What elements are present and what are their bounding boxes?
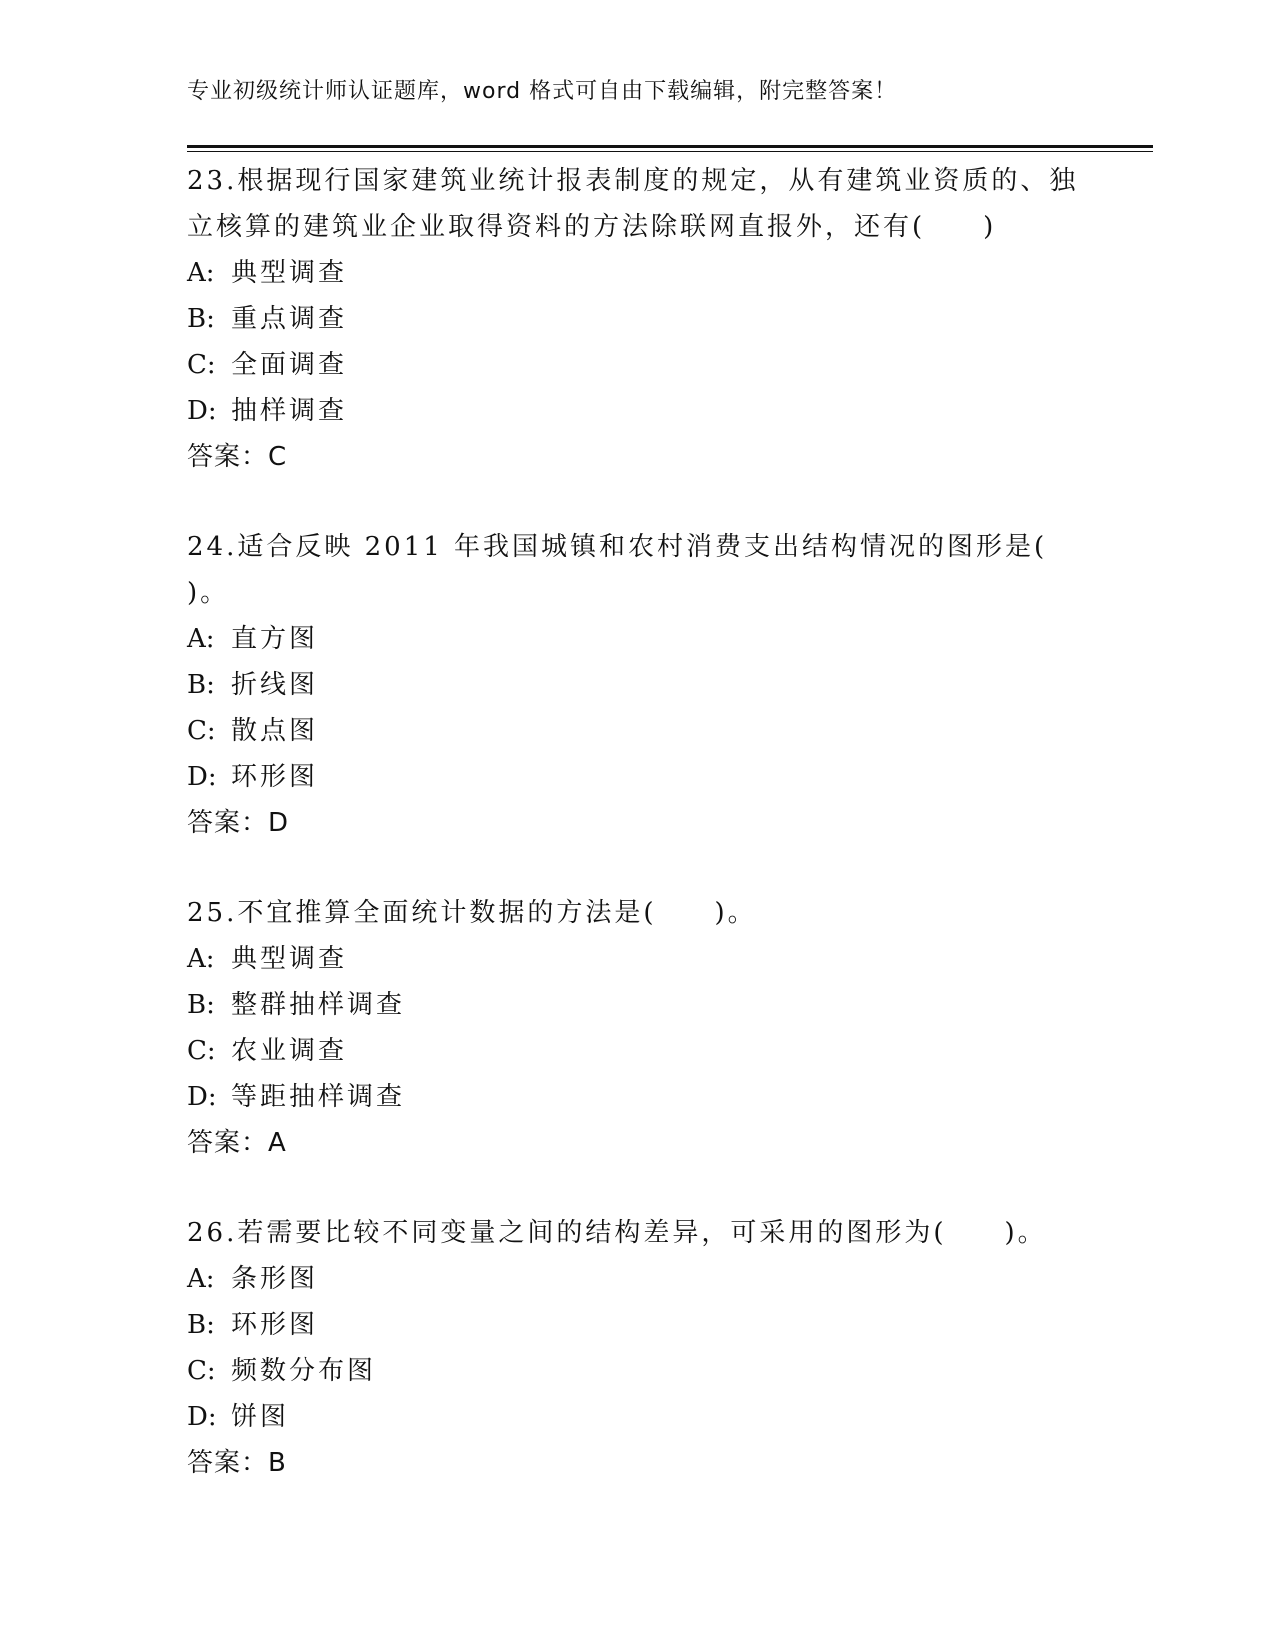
option-letter: D: [187,396,217,426]
option-letter: C: [187,350,216,380]
option-letter: B: [187,990,215,1020]
option-c [187,342,1087,388]
option-b [187,296,1087,342]
header-rule-thick [187,145,1153,148]
option-letter: A: [187,944,215,974]
option-a [187,1256,1087,1302]
option-letter: B: [187,304,215,334]
header-rule-thin [187,151,1153,152]
option-d [187,1394,1087,1440]
option-a [187,250,1087,296]
question-text-line: 立核算的建筑业企业取得资料的方法除联网直报外，还有( ) [187,212,997,242]
option-text: 典型调查 [231,258,348,288]
option-letter: D: [187,1402,217,1432]
option-text: 重点调查 [231,304,348,334]
question-item [187,890,1087,1166]
option-b [187,1302,1087,1348]
answer-line: 答案：C [187,442,288,472]
question-text-line: )。 [187,578,230,608]
option-d [187,754,1087,800]
option-d [187,1074,1087,1120]
question-item [187,1210,1087,1486]
answer-line: 答案：D [187,808,290,838]
question-list [187,158,1087,1530]
option-c [187,708,1087,754]
option-text: 农业调查 [231,1036,348,1066]
question-text-line: 24.适合反映 2011 年我国城镇和农村消费支出结构情况的图形是( [187,532,1048,562]
option-b [187,982,1087,1028]
option-text: 直方图 [231,624,319,654]
answer-line: 答案：A [187,1128,287,1158]
option-text: 整群抽样调查 [231,990,406,1020]
option-letter: C: [187,1356,216,1386]
option-text: 散点图 [231,716,319,746]
option-letter: C: [187,1036,216,1066]
option-text: 等距抽样调查 [231,1082,406,1112]
question-item [187,524,1087,846]
option-letter: B: [187,1310,215,1340]
option-letter: A: [187,258,215,288]
question-item [187,158,1087,480]
question-text-line: 26.若需要比较不同变量之间的结构差异，可采用的图形为( )。 [187,1218,1047,1248]
question-text-line: 25.不宜推算全面统计数据的方法是( )。 [187,898,757,928]
option-text: 折线图 [231,670,319,700]
option-text: 环形图 [231,762,319,792]
option-c [187,1028,1087,1074]
option-letter: A: [187,1264,215,1294]
question-text-line: 23.根据现行国家建筑业统计报表制度的规定，从有建筑业资质的、独 [187,166,1079,196]
option-text: 环形图 [231,1310,319,1340]
document-header: 专业初级统计师认证题库，word 格式可自由下载编辑，附完整答案！ [187,79,898,104]
option-b [187,662,1087,708]
option-letter: C: [187,716,216,746]
option-d [187,388,1087,434]
option-letter: B: [187,670,215,700]
option-text: 饼图 [231,1402,290,1432]
option-letter: A: [187,624,215,654]
option-text: 全面调查 [231,350,348,380]
option-letter: D: [187,1082,217,1112]
option-c [187,1348,1087,1394]
option-a [187,936,1087,982]
answer-line: 答案：B [187,1448,287,1478]
option-letter: D: [187,762,217,792]
option-text: 典型调查 [231,944,348,974]
option-a [187,616,1087,662]
option-text: 条形图 [231,1264,319,1294]
option-text: 抽样调查 [231,396,348,426]
option-text: 频数分布图 [231,1356,377,1386]
